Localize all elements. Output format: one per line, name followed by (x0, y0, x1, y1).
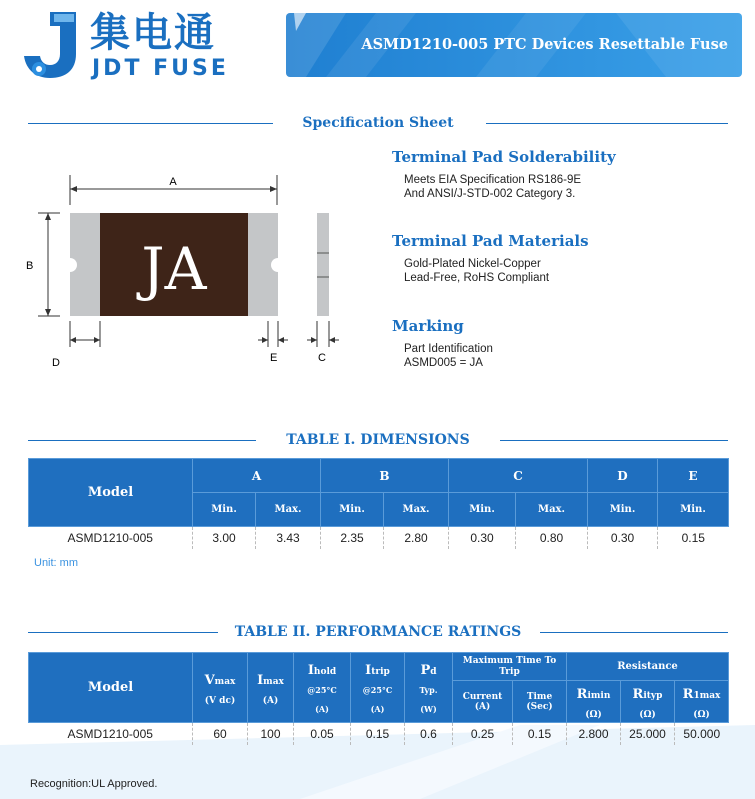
row-value: 0.30 (449, 527, 516, 549)
spec-item-title: Marking (392, 317, 464, 335)
spec-sheet-title: Specification Sheet (292, 115, 463, 131)
spec-item-text: Gold-Plated Nickel-Copper Lead-Free, RoHS Compliant (404, 258, 550, 284)
row-value: 0.15 (513, 723, 567, 745)
col-rityp: Rityp (Ω) (621, 681, 675, 723)
dim-subheader: Max. (256, 493, 321, 527)
col-rimin: Rimin (Ω) (567, 681, 621, 723)
row-value: 0.15 (658, 527, 729, 549)
dim-subheader: Min. (588, 493, 658, 527)
row-value: 2.80 (384, 527, 449, 549)
model-header: Model (29, 653, 193, 723)
brand-name-en: JDT FUSE (92, 56, 229, 81)
dim-label-d: D (52, 357, 60, 369)
spec-sheet-heading (28, 113, 728, 133)
dim-group-a: A (193, 459, 321, 493)
brand-name-cn: 集电通 (90, 10, 216, 56)
row-model: ASMD1210-005 (67, 530, 153, 545)
dim-group-e: E (658, 459, 729, 493)
chip-marking: JA (141, 235, 207, 303)
spec-item-title: Terminal Pad Materials (392, 232, 589, 250)
col-trip-current: Current (A) (453, 681, 513, 723)
dim-label-b: B (26, 260, 34, 272)
spec-item-marking (392, 316, 493, 370)
row-value: 0.15 (351, 723, 405, 745)
dimensions-table (28, 458, 729, 549)
dim-label-c: C (318, 352, 326, 364)
chip-dimension-diagram (20, 165, 380, 385)
row-value: 0.25 (453, 723, 513, 745)
col-trip-time: Time (Sec) (513, 681, 567, 723)
table2-title: TABLE II. PERFORMANCE RATINGS (225, 624, 532, 640)
table-row (29, 723, 729, 745)
row-value: 100 (248, 723, 294, 745)
col-itrip: Itrip @25°C (A) (351, 653, 405, 723)
unit-note: Unit: mm (34, 557, 78, 569)
brand-logo (20, 10, 280, 82)
resistance-group: Resistance (567, 653, 729, 681)
table2-heading (28, 622, 728, 642)
col-pd: Pd Typ. (W) (405, 653, 453, 723)
dim-subheader: Min. (449, 493, 516, 527)
table1-heading (28, 430, 728, 450)
time-to-trip-group: Maximum Time To Trip (453, 653, 567, 681)
dim-group-d: D (588, 459, 658, 493)
dim-subheader: Min. (658, 493, 729, 527)
row-value: 0.80 (516, 527, 588, 549)
row-value: 50.000 (675, 723, 729, 745)
dim-group-c: C (449, 459, 588, 493)
dim-label-e: E (270, 352, 278, 364)
table-row (29, 527, 729, 549)
spec-item-text: Part Identification ASMD005 = JA (404, 343, 493, 369)
spec-item-materials (392, 231, 589, 285)
row-value: 0.30 (588, 527, 658, 549)
col-r1max: R1max (Ω) (675, 681, 729, 723)
model-header: Model (29, 459, 193, 527)
jdt-j-logo-icon (20, 10, 82, 80)
table1-title: TABLE I. DIMENSIONS (276, 432, 479, 448)
recognition-note: Recognition:UL Approved. (30, 778, 158, 790)
banner-title: ASMD1210-005 PTC Devices Resettable Fuse (361, 36, 728, 53)
row-value: 25.000 (621, 723, 675, 745)
col-vmax: Vmax (V dc) (193, 653, 248, 723)
row-value: 3.00 (193, 527, 256, 549)
spec-item-text: Meets EIA Specification RS186-9E And ANSI/J-STD-002 Category 3. (404, 174, 582, 200)
spec-item-solderability (392, 147, 616, 201)
col-imax: Imax (A) (248, 653, 294, 723)
dim-subheader: Min. (193, 493, 256, 527)
row-value: 2.800 (567, 723, 621, 745)
dim-subheader: Max. (516, 493, 588, 527)
performance-table (28, 652, 729, 745)
dim-group-b: B (321, 459, 449, 493)
spec-item-title: Terminal Pad Solderability (392, 148, 616, 166)
col-ihold: Ihold @25°C (A) (294, 653, 351, 723)
row-value: 3.43 (256, 527, 321, 549)
row-value: 0.05 (294, 723, 351, 745)
row-model: ASMD1210-005 (67, 726, 153, 741)
dim-subheader: Min. (321, 493, 384, 527)
dim-label-a: A (169, 176, 177, 188)
header-banner (286, 13, 742, 77)
row-value: 60 (193, 723, 248, 745)
row-value: 2.35 (321, 527, 384, 549)
row-value: 0.6 (405, 723, 453, 745)
dim-subheader: Max. (384, 493, 449, 527)
